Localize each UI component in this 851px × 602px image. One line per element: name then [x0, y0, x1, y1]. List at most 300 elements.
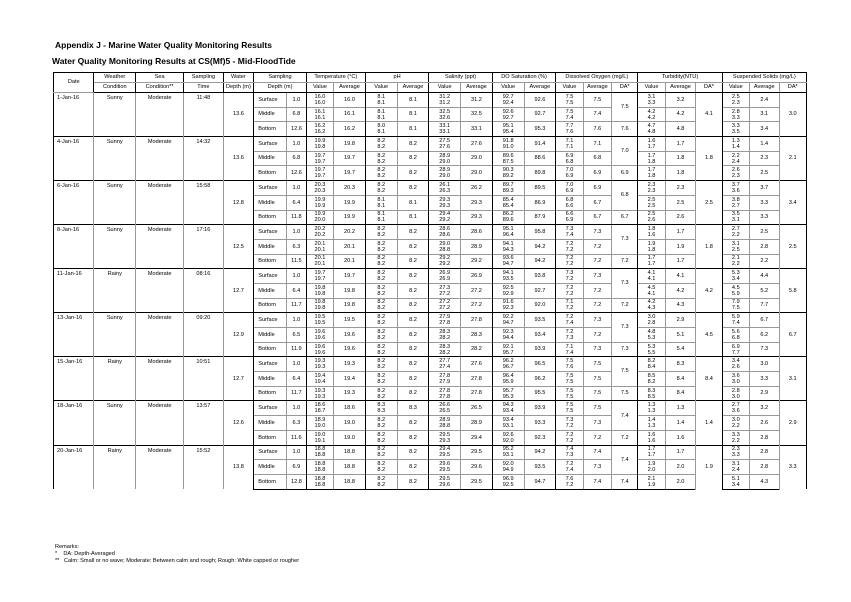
ss-values-reading: 4.5 [731, 284, 740, 291]
temperature-values-reading: 19.7 [314, 276, 326, 283]
salinity-values-reading: 28.9 [439, 416, 451, 423]
do-saturation-values-reading: 89.6 [502, 152, 514, 159]
turbidity-values-reading: 1.9 [647, 240, 656, 247]
do-saturation-values [492, 166, 524, 181]
temperature-values-reading: 16.0 [314, 99, 326, 106]
temperature-values-reading: 19.7 [314, 167, 326, 174]
do-saturation-values [492, 210, 524, 225]
salinity-values-reading: 26.9 [439, 276, 451, 283]
temperature-values-reading: 18.6 [314, 402, 326, 409]
do-saturation-values-reading: 95.1 [502, 123, 514, 130]
do-saturation-values [492, 460, 524, 475]
turbidity-average: 1.7 [665, 254, 696, 269]
water-depth-cell: 12.6 [223, 401, 254, 445]
do-values-reading: 7.2 [565, 328, 574, 335]
temperature-values-reading: 19.4 [314, 378, 326, 385]
ph-average: 8.1 [397, 107, 429, 122]
turbidity-average: 4.2 [665, 283, 696, 298]
salinity-values-reading: 29.3 [439, 437, 451, 444]
ph-values [365, 357, 397, 372]
do-average: 7.3 [583, 416, 611, 431]
do-saturation-values-reading: 92.1 [502, 343, 514, 350]
ph-average: 8.2 [397, 239, 429, 254]
sampling-level: Middle [254, 239, 287, 254]
table-body [54, 93, 807, 490]
salinity-values-reading: 29.5 [439, 452, 451, 459]
do-saturation-values [492, 401, 524, 416]
temperature-values-reading: 19.0 [314, 431, 326, 438]
salinity-values [429, 225, 461, 240]
temperature-values-reading: 20.1 [314, 240, 326, 247]
temperature-values-reading: 19.8 [314, 284, 326, 291]
do-saturation-values-reading: 92.3 [502, 328, 514, 335]
ss-values-reading: 3.4 [731, 481, 740, 488]
turbidity-values-reading: 2.5 [647, 211, 656, 218]
water-depth-cell: 12.8 [223, 181, 254, 225]
do-values-reading: 6.9 [565, 187, 574, 194]
salinity-values-reading: 26.1 [439, 181, 451, 188]
temperature-values [306, 372, 333, 387]
turbidity-depth-averaged: 4.2 [696, 269, 722, 313]
ph-average: 8.2 [397, 225, 429, 240]
do-saturation-values [492, 357, 524, 372]
sampling-depth: 11.6 [287, 430, 307, 445]
do-depth-averaged: 7.3 [612, 269, 638, 298]
ph-values-reading: 8.2 [377, 393, 386, 400]
salinity-average: 27.6 [461, 357, 493, 372]
do-average: 7.5 [583, 93, 611, 108]
sampling-depth: 1.0 [287, 269, 307, 284]
do-values-reading: 7.2 [565, 422, 574, 429]
temperature-average: 19.8 [334, 137, 366, 152]
sub-value: Value [306, 83, 333, 93]
ss-values-reading: 1.4 [731, 143, 740, 150]
ss-depth-averaged: 5.8 [779, 269, 806, 313]
temperature-values-reading: 20.2 [314, 226, 326, 233]
temperature-values-reading: 19.7 [314, 270, 326, 277]
ph-values-reading: 8.2 [377, 364, 386, 371]
table-row [54, 269, 807, 284]
temperature-average: 19.0 [334, 416, 366, 431]
ph-values-reading: 8.2 [377, 284, 386, 291]
ss-values [722, 239, 749, 254]
salinity-values [429, 357, 461, 372]
do-values [556, 166, 583, 181]
do-bottom-da: 7.6 [612, 122, 638, 137]
ph-values [365, 195, 397, 210]
ss-average: 3.0 [749, 357, 779, 372]
ss-values-reading: 5.9 [731, 290, 740, 297]
salinity-values-reading: 29.4 [439, 446, 451, 453]
sub-da: DA* [779, 83, 806, 93]
turbidity-depth-averaged: 2.5 [696, 181, 722, 225]
do-saturation-values-reading: 93.4 [502, 408, 514, 415]
do-saturation-values-reading: 94.3 [502, 246, 514, 253]
do-saturation-average: 88.6 [524, 151, 556, 166]
turbidity-values-reading: 4.1 [647, 270, 656, 277]
turbidity-values [638, 225, 665, 240]
salinity-values-reading: 27.2 [439, 305, 451, 312]
temperature-values-reading: 19.6 [314, 328, 326, 335]
sampling-depth: 11.5 [287, 254, 307, 269]
do-saturation-values-reading: 95.9 [502, 378, 514, 385]
turbidity-values [638, 445, 665, 460]
do-saturation-values-reading: 91.8 [502, 137, 514, 144]
turbidity-values [638, 151, 665, 166]
turbidity-values-reading: 1.7 [647, 152, 656, 159]
salinity-values-reading: 27.9 [439, 378, 451, 385]
temperature-values-reading: 20.2 [314, 232, 326, 239]
do-values-reading: 7.2 [565, 481, 574, 488]
do-values-reading: 7.2 [565, 437, 574, 444]
do-saturation-values-reading: 87.5 [502, 158, 514, 165]
salinity-average: 28.6 [461, 225, 493, 240]
sub-average: Average [524, 83, 556, 93]
salinity-average: 28.2 [461, 342, 493, 357]
salinity-values [429, 254, 461, 269]
col-water-depth-2: Depth (m) [223, 83, 254, 93]
turbidity-values-reading: 8.2 [647, 358, 656, 365]
ss-average: 3.4 [749, 122, 779, 137]
ss-average: 3.7 [749, 181, 779, 196]
sub-average: Average [749, 83, 779, 93]
sampling-level: Middle [254, 107, 287, 122]
temperature-average: 19.7 [334, 166, 366, 181]
sea-condition-cell: Moderate [136, 445, 184, 489]
weather-cell: Sunny [94, 137, 136, 181]
ph-values-reading: 8.2 [377, 422, 386, 429]
temperature-values-reading: 19.9 [314, 196, 326, 203]
ph-values-reading: 8.2 [377, 167, 386, 174]
ph-average: 8.2 [397, 357, 429, 372]
do-depth-averaged: 7.4 [612, 445, 638, 474]
ph-values-reading: 8.2 [377, 475, 386, 482]
do-average: 7.2 [583, 254, 611, 269]
do-values [556, 137, 583, 152]
salinity-average: 27.2 [461, 283, 493, 298]
turbidity-average: 1.8 [665, 166, 696, 181]
salinity-values [429, 401, 461, 416]
turbidity-depth-averaged: 1.8 [696, 225, 722, 269]
salinity-values-reading: 29.6 [439, 481, 451, 488]
ph-values-reading: 8.2 [377, 481, 386, 488]
ss-values [722, 181, 749, 196]
ph-values [365, 107, 397, 122]
sampling-depth: 1.0 [287, 181, 307, 196]
ss-values-reading: 3.1 [731, 461, 740, 468]
ss-values [722, 357, 749, 372]
turbidity-depth-averaged: 1.8 [696, 137, 722, 181]
do-values-reading: 7.6 [565, 475, 574, 482]
ph-values [365, 313, 397, 328]
ss-values-reading: 2.8 [731, 108, 740, 115]
do-values-reading: 6.8 [565, 196, 574, 203]
salinity-average: 29.5 [461, 445, 493, 460]
sea-condition-cell: Moderate [136, 137, 184, 181]
ss-values-reading: 7.9 [731, 299, 740, 306]
do-saturation-values [492, 93, 524, 108]
ph-average: 8.2 [397, 166, 429, 181]
temperature-average: 19.3 [334, 386, 366, 401]
col-salinity: Salinity (ppt) [429, 73, 492, 83]
temperature-average: 19.7 [334, 269, 366, 284]
sampling-level: Bottom [254, 166, 287, 181]
salinity-values-reading: 26.6 [439, 402, 451, 409]
water-depth-cell: 13.6 [223, 93, 254, 137]
sampling-depth: 11.7 [287, 386, 307, 401]
ph-values-reading: 8.3 [377, 402, 386, 409]
sampling-depth: 11.8 [287, 210, 307, 225]
temperature-values-reading: 18.8 [314, 461, 326, 468]
ss-values-reading: 3.6 [731, 408, 740, 415]
ph-values-reading: 8.2 [377, 158, 386, 165]
salinity-values-reading: 29.5 [439, 475, 451, 482]
ph-average: 8.2 [397, 298, 429, 313]
salinity-values [429, 151, 461, 166]
temperature-values-reading: 19.7 [314, 152, 326, 159]
turbidity-values [638, 430, 665, 445]
sampling-time-cell: 13:57 [184, 401, 223, 445]
do-values-reading: 7.4 [565, 232, 574, 239]
temperature-values [306, 298, 333, 313]
ss-values-reading: 5.9 [731, 314, 740, 321]
turbidity-values-reading: 8.3 [647, 387, 656, 394]
sub-average: Average [334, 83, 366, 93]
ph-values-reading: 8.1 [377, 93, 386, 100]
salinity-values [429, 210, 461, 225]
table-title: Water Quality Monitoring Results at CS(Mf)5 - Mid-FloodTide [52, 56, 296, 66]
do-saturation-values [492, 416, 524, 431]
salinity-values-reading: 27.8 [439, 393, 451, 400]
salinity-values-reading: 31.2 [439, 93, 451, 100]
do-values-reading: 7.3 [565, 416, 574, 423]
temperature-average: 19.6 [334, 342, 366, 357]
ss-values-reading: 2.5 [731, 246, 740, 253]
turbidity-values-reading: 4.2 [647, 108, 656, 115]
turbidity-values [638, 313, 665, 328]
do-saturation-values [492, 195, 524, 210]
salinity-values-reading: 29.0 [439, 240, 451, 247]
turbidity-values [638, 372, 665, 387]
do-saturation-values-reading: 92.0 [502, 461, 514, 468]
do-values [556, 210, 583, 225]
do-saturation-average: 95.3 [524, 122, 556, 137]
ss-values-reading: 2.7 [731, 402, 740, 409]
sub-average: Average [461, 83, 493, 93]
temperature-values [306, 181, 333, 196]
sampling-level: Middle [254, 283, 287, 298]
do-values-reading: 7.1 [565, 137, 574, 144]
do-bottom-da: 7.2 [612, 254, 638, 269]
ss-values [722, 372, 749, 387]
ss-average: 3.3 [749, 372, 779, 387]
ph-values-reading: 8.2 [377, 246, 386, 253]
col-turbidity: Turbidity(NTU) [638, 73, 722, 83]
salinity-values [429, 313, 461, 328]
turbidity-values-reading: 1.3 [647, 422, 656, 429]
sampling-depth: 6.3 [287, 239, 307, 254]
ss-values-reading: 3.4 [731, 276, 740, 283]
ss-average: 2.6 [749, 416, 779, 431]
do-values-reading: 7.4 [565, 446, 574, 453]
turbidity-values [638, 474, 665, 489]
salinity-values-reading: 27.9 [439, 314, 451, 321]
sampling-depth: 1.0 [287, 225, 307, 240]
salinity-values [429, 342, 461, 357]
do-saturation-average: 94.7 [524, 474, 556, 489]
do-bottom-da: 7.2 [612, 298, 638, 313]
sampling-level: Bottom [254, 254, 287, 269]
do-values [556, 416, 583, 431]
ph-values-reading: 8.2 [377, 232, 386, 239]
do-values-reading: 7.1 [565, 299, 574, 306]
ss-average: 5.2 [749, 283, 779, 298]
do-average: 7.2 [583, 430, 611, 445]
ph-values-reading: 8.2 [377, 378, 386, 385]
sub-value: Value [492, 83, 524, 93]
date-cell: 11-Jan-16 [54, 269, 94, 313]
turbidity-values [638, 357, 665, 372]
ss-average: 2.5 [749, 166, 779, 181]
ph-values-reading: 8.1 [377, 108, 386, 115]
turbidity-values-reading: 1.7 [647, 261, 656, 268]
sampling-depth: 6.9 [287, 460, 307, 475]
do-average: 6.9 [583, 181, 611, 196]
salinity-values [429, 195, 461, 210]
do-values-reading: 7.7 [565, 123, 574, 130]
temperature-values-reading: 20.1 [314, 246, 326, 253]
sampling-level: Surface [254, 313, 287, 328]
ph-average: 8.2 [397, 269, 429, 284]
date-cell: 18-Jan-16 [54, 401, 94, 445]
temperature-values-reading: 19.5 [314, 314, 326, 321]
do-saturation-values-reading: 93.6 [502, 255, 514, 262]
temperature-values [306, 342, 333, 357]
ph-values-reading: 8.2 [377, 173, 386, 180]
ss-values [722, 151, 749, 166]
salinity-values [429, 166, 461, 181]
salinity-average: 29.3 [461, 195, 493, 210]
ss-average: 7.7 [749, 298, 779, 313]
salinity-values-reading: 33.1 [439, 123, 451, 130]
ss-values [722, 313, 749, 328]
weather-cell: Sunny [94, 93, 136, 137]
temperature-values [306, 357, 333, 372]
salinity-values-reading: 32.5 [439, 108, 451, 115]
sampling-level: Surface [254, 269, 287, 284]
salinity-values-reading: 27.5 [439, 137, 451, 144]
temperature-average: 19.9 [334, 195, 366, 210]
turbidity-values [638, 283, 665, 298]
ph-values-reading: 8.1 [377, 196, 386, 203]
temperature-values [306, 239, 333, 254]
do-bottom-da: 6.7 [612, 210, 638, 225]
do-saturation-values-reading: 95.7 [502, 387, 514, 394]
do-bottom-da: 7.5 [612, 386, 638, 401]
turbidity-average: 8.3 [665, 357, 696, 372]
salinity-values-reading: 27.2 [439, 290, 451, 297]
do-average: 6.7 [583, 210, 611, 225]
sub-value: Value [365, 83, 397, 93]
turbidity-depth-averaged: 4.1 [696, 93, 722, 137]
ss-depth-averaged: 2.5 [779, 225, 806, 269]
sampling-level: Middle [254, 460, 287, 475]
ss-values [722, 430, 749, 445]
ss-values-reading: 2.5 [731, 93, 740, 100]
ph-values-reading: 8.0 [377, 123, 386, 130]
do-bottom-da: 7.4 [612, 474, 638, 489]
ss-values-reading: 3.7 [731, 181, 740, 188]
do-saturation-average: 94.2 [524, 445, 556, 460]
ss-average: 3.3 [749, 210, 779, 225]
do-values-reading: 7.5 [565, 402, 574, 409]
ph-values [365, 93, 397, 108]
temperature-values [306, 93, 333, 108]
ph-values [365, 372, 397, 387]
do-values-reading: 7.5 [565, 108, 574, 115]
ss-values [722, 283, 749, 298]
ph-values-reading: 8.2 [377, 437, 386, 444]
salinity-average: 28.9 [461, 239, 493, 254]
temperature-values [306, 151, 333, 166]
do-average: 6.9 [583, 166, 611, 181]
appendix-title: Appendix J - Marine Water Quality Monitoring Results [55, 40, 272, 50]
turbidity-values-reading: 2.6 [647, 217, 656, 224]
col-sampling-depth-2: Depth (m) [254, 83, 307, 93]
temperature-values-reading: 20.3 [314, 181, 326, 188]
do-bottom-da: 6.9 [612, 166, 638, 181]
salinity-values [429, 416, 461, 431]
turbidity-values-reading: 8.5 [647, 372, 656, 379]
temperature-values [306, 416, 333, 431]
sampling-level: Bottom [254, 210, 287, 225]
temperature-values-reading: 19.9 [314, 137, 326, 144]
temperature-values-reading: 18.8 [314, 481, 326, 488]
salinity-average: 29.5 [461, 474, 493, 489]
ss-average: 2.3 [749, 151, 779, 166]
sampling-depth: 6.5 [287, 328, 307, 343]
ph-average: 8.1 [397, 210, 429, 225]
ph-average: 8.2 [397, 342, 429, 357]
sampling-level: Middle [254, 195, 287, 210]
ph-values-reading: 8.2 [377, 240, 386, 247]
do-average: 7.2 [583, 298, 611, 313]
do-values [556, 181, 583, 196]
ph-values [365, 460, 397, 475]
ph-average: 8.2 [397, 283, 429, 298]
temperature-values-reading: 19.5 [314, 320, 326, 327]
table-row [54, 93, 807, 108]
ss-values [722, 269, 749, 284]
do-average: 6.7 [583, 195, 611, 210]
temperature-values-reading: 19.9 [314, 202, 326, 209]
turbidity-values-reading: 1.7 [647, 167, 656, 174]
sampling-depth: 1.0 [287, 93, 307, 108]
do-bottom-da: 7.3 [612, 342, 638, 357]
sampling-depth: 11.7 [287, 298, 307, 313]
do-values-reading: 7.4 [565, 467, 574, 474]
do-values-reading: 7.6 [565, 129, 574, 136]
turbidity-values-reading: 1.8 [647, 173, 656, 180]
ss-values-reading: 2.2 [731, 152, 740, 159]
do-saturation-values-reading: 93.1 [502, 452, 514, 459]
temperature-values-reading: 19.8 [314, 305, 326, 312]
sampling-time-cell: 15:58 [184, 181, 223, 225]
ss-average: 3.3 [749, 195, 779, 210]
ph-values-reading: 8.2 [377, 299, 386, 306]
do-saturation-average: 96.5 [524, 357, 556, 372]
ph-values-reading: 8.2 [377, 152, 386, 159]
